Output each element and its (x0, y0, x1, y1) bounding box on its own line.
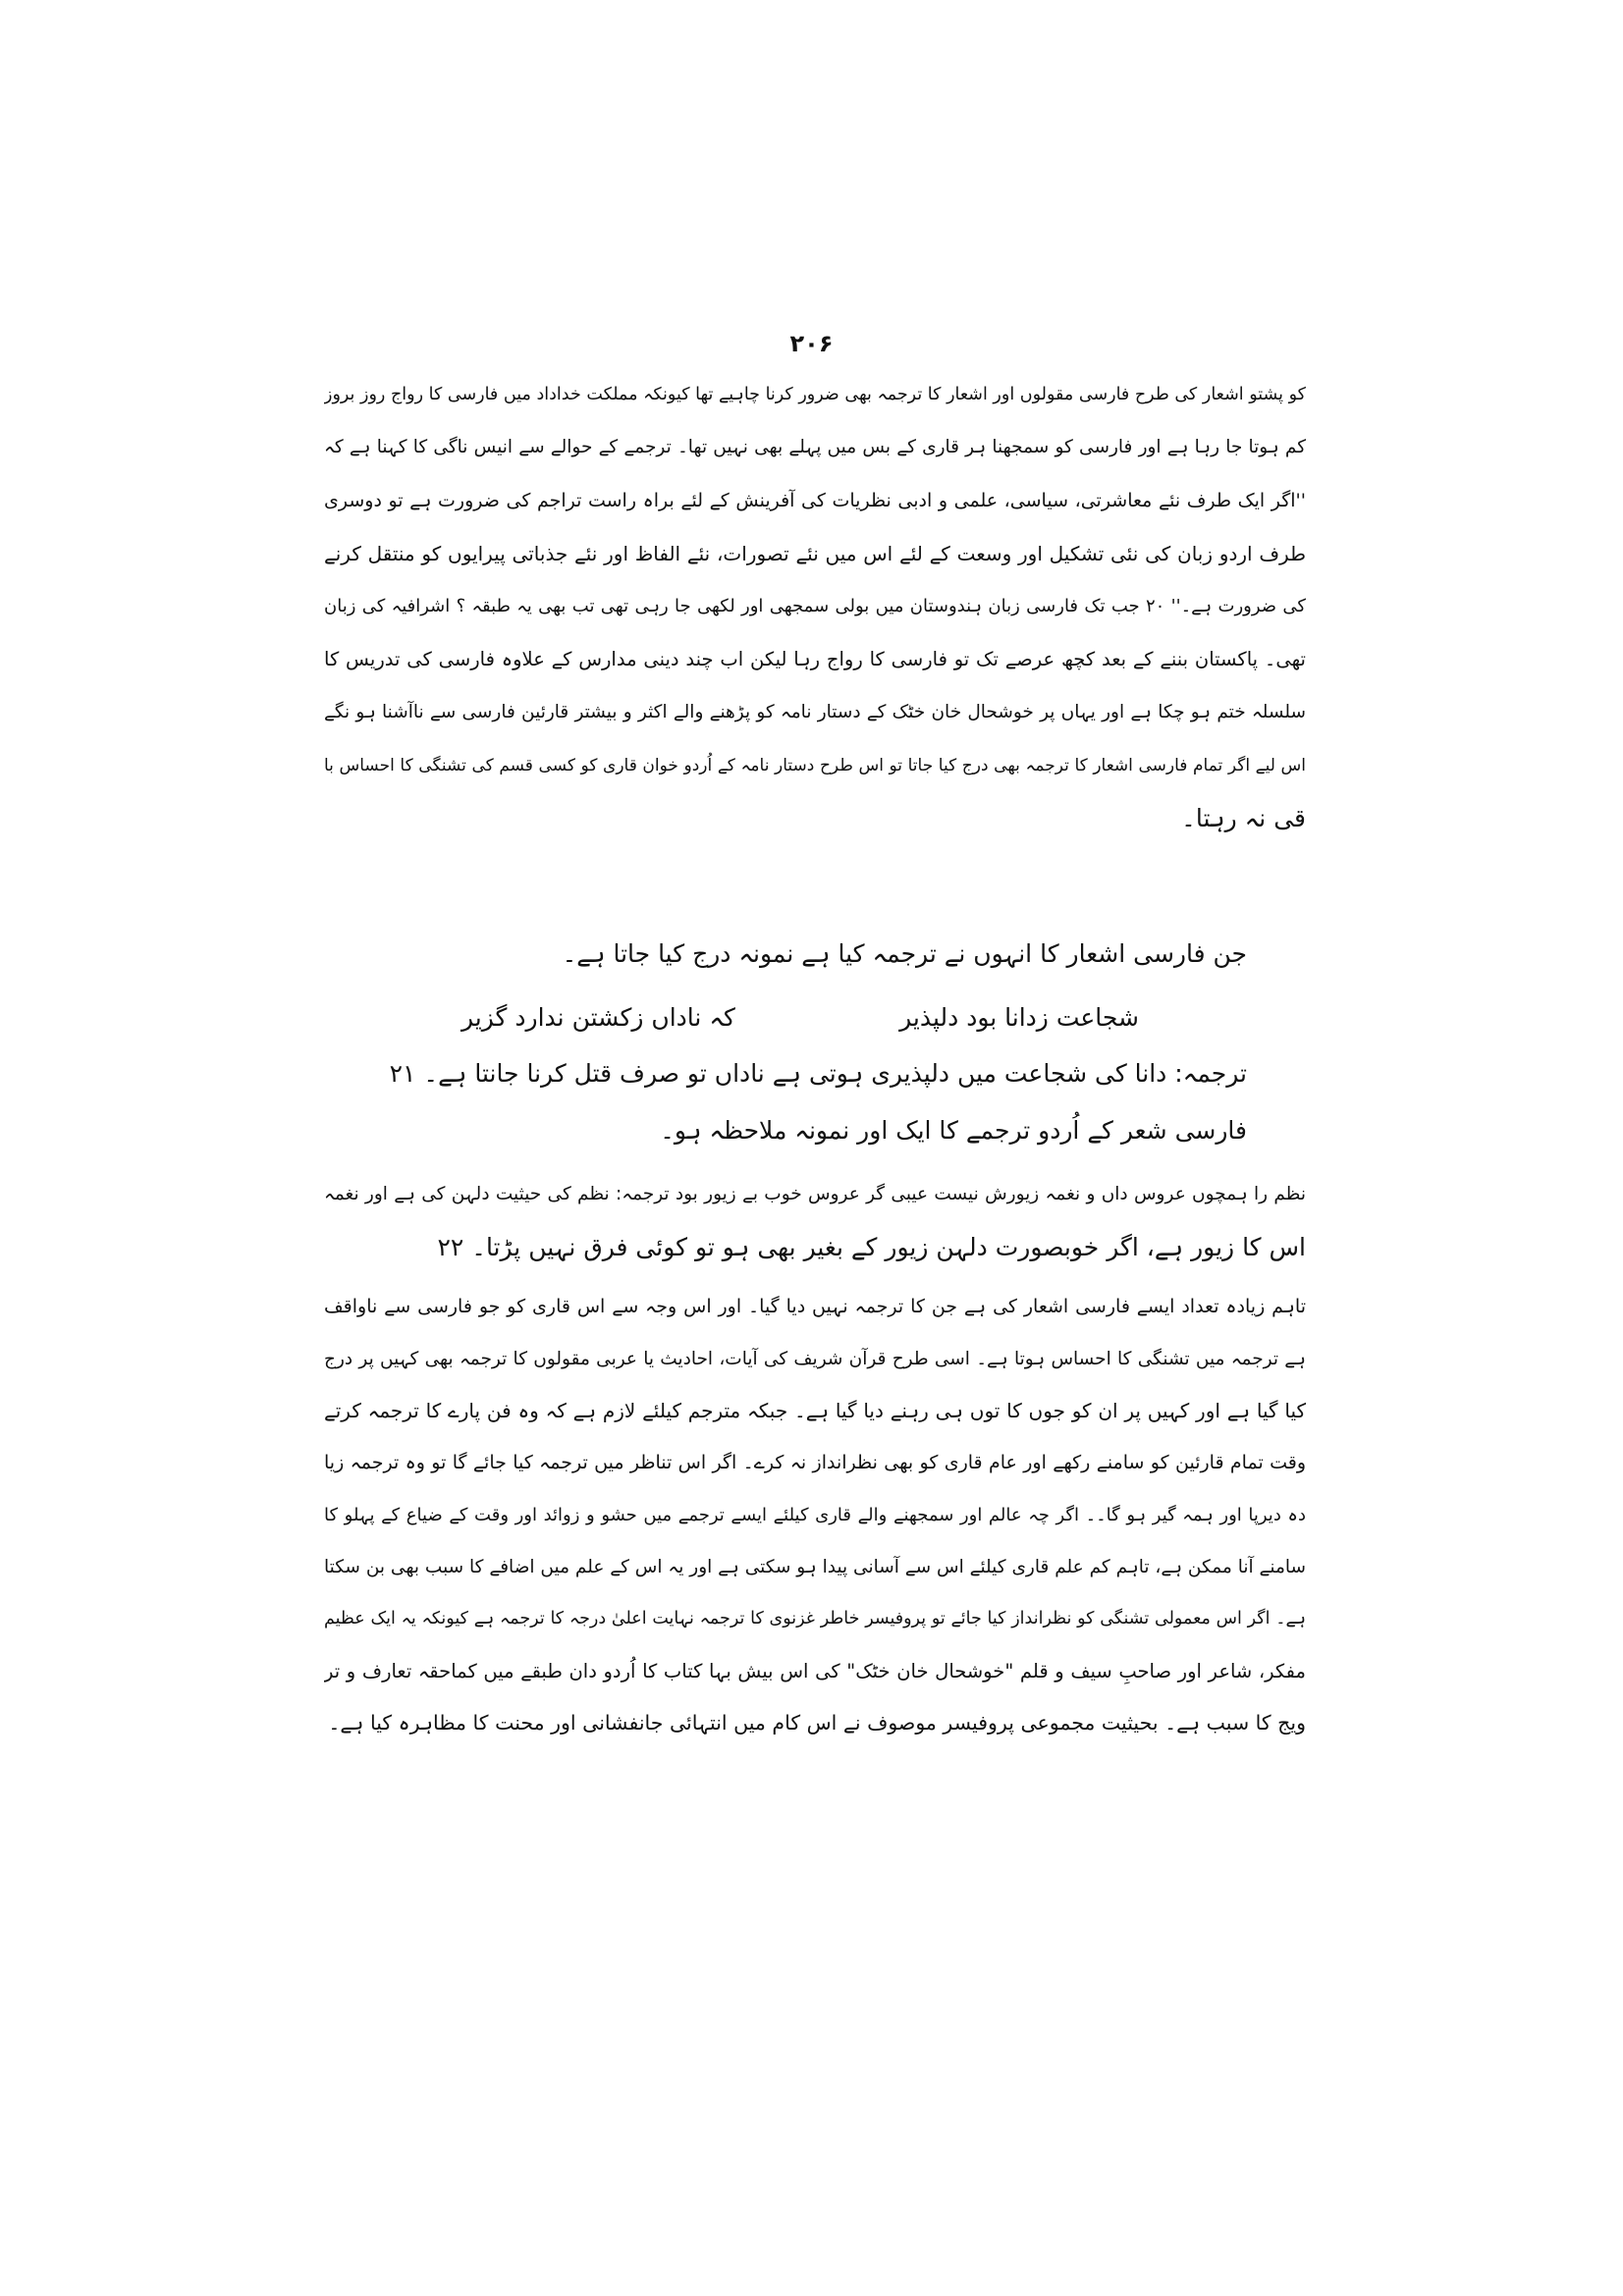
intro-line (383, 928, 1247, 981)
verse-hemistich-first: شجاعت زدانا بود دلپذیر (899, 1003, 1139, 1032)
text-line: تاہم زیادہ تعداد ایسے فارسی اشعار کی ہے جن کا ترجمہ نہیں دیا گیا۔ اور اس وجہ سے اس قاری کو جو فارسی سے ناواقف (324, 1296, 1306, 1317)
text-line: جن فارسی اشعار کا انہوں نے ترجمہ کیا ہے نمونہ درج کیا جاتا ہے۔ (562, 939, 1247, 968)
text-line: فارسی شعر کے اُردو ترجمے کا ایک اور نمونہ ملاحظہ ہو۔ (660, 1116, 1247, 1145)
text-line: اس لیے اگر تمام فارسی اشعار کا ترجمہ بھی درج کیا جاتا تو اس طرح دستار نامہ کے اُردو خوان قاری کو کسی قسم کی تشنگی کا احساس با (324, 756, 1306, 775)
persian-verse (461, 991, 1139, 1044)
text-line: تھی۔ پاکستان بننے کے بعد کچھ عرصے تک تو فارسی کا رواج رہا لیکن اب چند دینی مدارس کے علاوہ فارسی کی تدریس کا (324, 648, 1306, 670)
text-line: کیا گیا ہے اور کہیں پر ان کو جوں کا توں ہی رہنے دیا گیا ہے۔ جبکہ مترجم کیلئے لازم ہے کہ وہ فن پارے کا ترجمہ کرتے (324, 1399, 1306, 1422)
text-line: ''اگر ایک طرف نئے معاشرتی، سیاسی، علمی و ادبی نظریات کی آفرینش کے لئے براہ راست تراجم کی ضرورت ہے تو دوسری (324, 490, 1306, 511)
verse-hemistich-second: کہ ناداں زکشتن ندارد گزیر (461, 1003, 735, 1032)
text-line: کی ضرورت ہے۔'' ۲۰ جب تک فارسی زبان ہندوستان میں بولی سمجھی اور لکھی جا رہی تھی تب بھی یہ طبقہ ؟ اشرافیہ کی زبان (324, 596, 1306, 616)
text-line: سامنے آنا ممکن ہے، تاہم کم علم قاری کیلئے اس سے آسانی پیدا ہو سکتی ہے اور یہ اس کے علم میں اضافے کا سبب بھی بن سکتا (324, 1557, 1306, 1577)
page-number: ۲۰۶ (789, 330, 834, 357)
paragraph-persian-translation-need (324, 368, 1306, 845)
text-line: کم ہوتا جا رہا ہے اور فارسی کو سمجھنا ہر قاری کے بس میں پہلے بھی نہیں تھا۔ ترجمے کے حوالے سے انیس ناگی کا کہنا ہے کہ (324, 437, 1306, 457)
text-line: ہے ترجمہ میں تشنگی کا احساس ہوتا ہے۔ اسی طرح قرآن شریف کی آیات، احادیث یا عربی مقولوں کا ترجمہ بھی کہیں پر درج (324, 1349, 1306, 1369)
intro-line-second (383, 1104, 1247, 1157)
text-line: دہ دیرپا اور ہمہ گیر ہو گا۔۔ اگر چہ عالم اور سمجھنے والے قاری کیلئے ایسے ترجمے میں حشو و زوائد اور وقت کے ضیاع کے پہلو کا (324, 1505, 1306, 1525)
text-line: وقت تمام قارئین کو سامنے رکھے اور عام قاری کو بھی نظرانداز نہ کرے۔ اگر اس تناظر میں ترجمہ کیا جائے گا تو وہ ترجمہ زیا (324, 1452, 1306, 1473)
text-line: اس کا زیور ہے، اگر خوبصورت دلہن زیور کے بغیر بھی ہو تو کوئی فرق نہیں پڑتا۔ ۲۲ (437, 1233, 1306, 1261)
text-line: ترجمہ: دانا کی شجاعت میں دلپذیری ہوتی ہے ناداں تو صرف قتل کرنا جانتا ہے۔ ۲۱ (389, 1059, 1247, 1088)
text-line: قی نہ رہتا۔ (1181, 804, 1306, 832)
paragraph-second-example (324, 1168, 1306, 1274)
text-line: ویج کا سبب ہے۔ بحیثیت مجموعی پروفیسر موصوف نے اس کام میں انتہائی جانفشانی اور محنت کا مظاہرہ کیا ہے۔ (328, 1711, 1306, 1735)
text-line: طرف اردو زبان کی نئی تشکیل اور وسعت کے لئے اس میں نئے تصورات، نئے الفاظ اور نئے جذباتی پیرایوں کو منتقل کرنے (324, 542, 1306, 565)
text-line: نظم را ہمچوں عروس داں و نغمہ زیورش نیست عیبی گر عروس خوب بے زیور بود ترجمہ: نظم کی حیثیت دلہن کی ہے اور نغمہ (324, 1184, 1306, 1204)
text-line: سلسلہ ختم ہو چکا ہے اور یہاں پر خوشحال خان خٹک کے دستار نامہ کو پڑھنے والے اکثر و بیشتر قارئین فارسی سے ناآشنا ہو نگے (324, 702, 1306, 722)
text-line: مفکر، شاعر اور صاحبِ سیف و قلم "خوشحال خان خٹک" کی اس بیش بہا کتاب کا اُردو دان طبقے میں کماحقہ تعارف و تر (324, 1660, 1306, 1682)
text-line: ہے۔ اگر اس معمولی تشنگی کو نظرانداز کیا جائے تو پروفیسر خاطر غزنوی کا ترجمہ نہایت اعلیٰ درجہ کا ترجمہ ہے کیونکہ یہ ایک عظیم (324, 1609, 1306, 1629)
verse-translation (383, 1047, 1247, 1100)
text-line: کو پشتو اشعار کی طرح فارسی مقولوں اور اشعار کا ترجمہ بھی ضرور کرنا چاہیے تھا کیونکہ مملکت خداداد میں فارسی کا رواج روز بروز (324, 385, 1306, 404)
paragraph-conclusion (324, 1281, 1306, 1749)
